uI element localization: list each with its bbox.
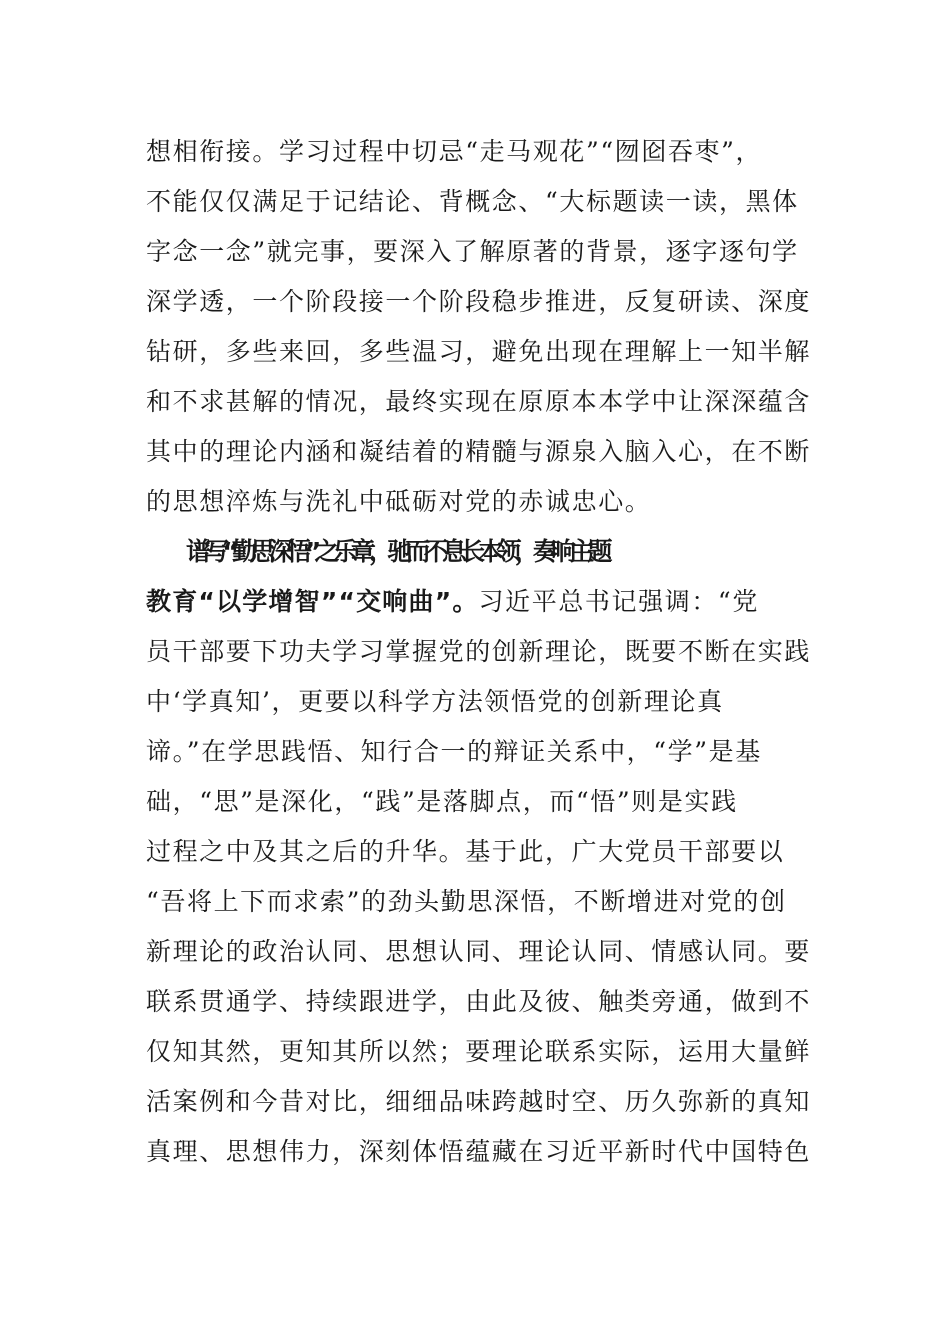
text-line: 其中的理论内涵和凝结着的精髓与源泉入脑入心，在不断 [146, 437, 812, 466]
text-line: 字念一念”就完事，要深入了解原著的背景，逐字逐句学 [146, 237, 799, 266]
text-line: 不能仅仅满足于记结论、背概念、“大标题读一读，黑体 [146, 187, 799, 216]
text-span: 习近平总书记强调：“党 [478, 587, 759, 616]
text-line: 仅知其然，更知其所以然；要理论联系实际，运用大量鲜 [146, 1037, 812, 1066]
text-line: 谛。”在学思践悟、知行合一的辩证关系中，“学”是基 [146, 737, 762, 766]
text-line: 钻研，多些来回，多些温习，避免出现在理解上一知半解 [146, 337, 812, 366]
text-line [146, 587, 806, 617]
text-line: 想相衔接。学习过程中切忌“走马观花”“囫囵吞枣”， [146, 137, 763, 166]
text-line: 深学透，一个阶段接一个阶段稳步推进，反复研读、深度 [146, 287, 812, 316]
text-line: “吾将上下而求索”的劲头勤思深悟，不断增进对党的创 [146, 887, 787, 916]
text-line: 联系贯通学、持续跟进学，由此及彼、触类旁通，做到不 [146, 987, 812, 1016]
text-line: 础，“思”是深化，“践”是落脚点，而“悟”则是实践 [146, 787, 738, 816]
text-line: 新理论的政治认同、思想认同、理论认同、情感认同。要 [146, 937, 812, 966]
paragraph-heading-end: 教育“以学增智”“交响曲”。 [146, 587, 479, 616]
text-line: 中‘学真知’，更要以科学方法领悟党的创新理论真 [146, 687, 724, 716]
text-line: 真理、思想伟力，深刻体悟蕴藏在习近平新时代中国特色 [146, 1137, 812, 1166]
text-line: 和不求甚解的情况，最终实现在原原本本学中让深深蕴含 [146, 387, 812, 416]
text-line: 过程之中及其之后的升华。基于此，广大党员干部要以 [146, 837, 785, 866]
paragraph-heading: 谱写“勤思深悟”之乐章，驰而不息长本领，奏响主题 [186, 537, 606, 566]
text-line: 的思想淬炼与洗礼中砥砺对党的赤诚忠心。 [146, 487, 652, 516]
text-line: 活案例和今昔对比，细细品味跨越时空、历久弥新的真知 [146, 1087, 812, 1116]
text-line: 员干部要下功夫学习掌握党的创新理论，既要不断在实践 [146, 637, 812, 666]
